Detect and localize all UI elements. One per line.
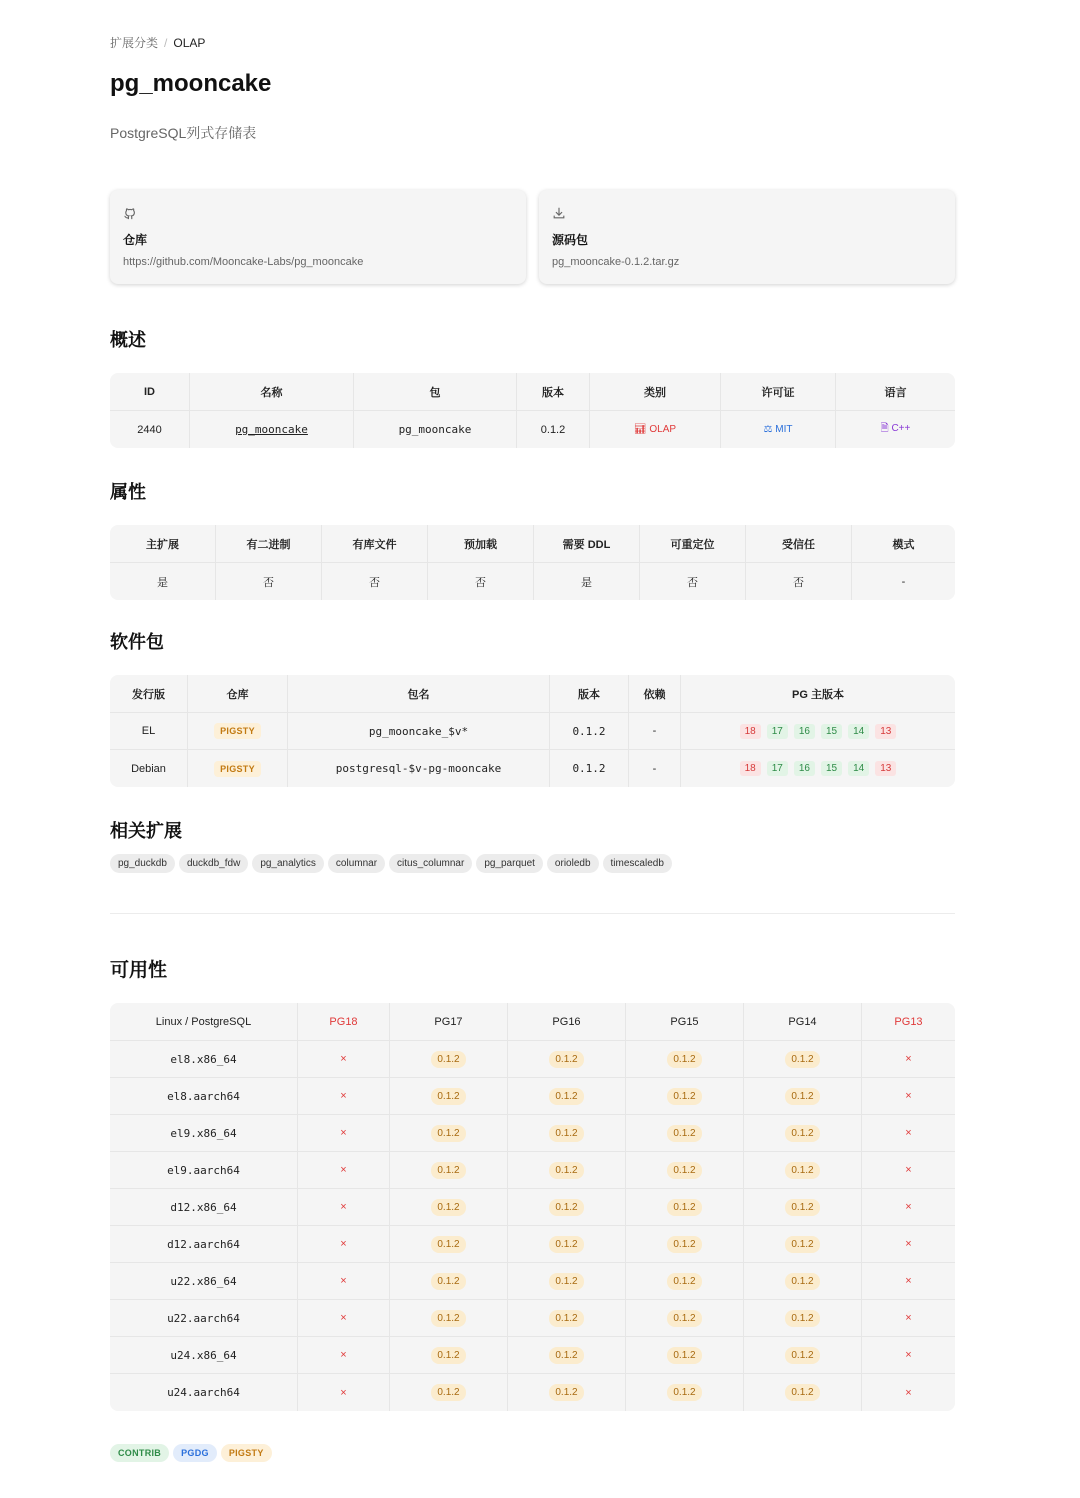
packages-heading: 软件包 bbox=[110, 632, 164, 652]
available-version-badge[interactable]: 0.1.2 bbox=[785, 1162, 819, 1179]
available-version-badge[interactable]: 0.1.2 bbox=[431, 1088, 465, 1105]
available-version-badge[interactable]: 0.1.2 bbox=[431, 1347, 465, 1364]
repo-badge[interactable]: PIGSTY bbox=[214, 723, 261, 739]
available-version-badge[interactable]: 0.1.2 bbox=[549, 1051, 583, 1068]
unavailable-x-icon: × bbox=[905, 1090, 912, 1102]
attributes-header: 受信任 bbox=[746, 525, 852, 563]
pg-version-badge[interactable]: 18 bbox=[740, 724, 761, 739]
availability-cell bbox=[626, 1115, 744, 1152]
availability-cell bbox=[508, 1152, 626, 1189]
available-version-badge[interactable]: 0.1.2 bbox=[549, 1162, 583, 1179]
overview-header-license: 许可证 bbox=[721, 373, 836, 411]
availability-cell bbox=[298, 1263, 390, 1300]
table-row bbox=[110, 1337, 955, 1374]
packages-header-pkgname: 包名 bbox=[288, 675, 550, 713]
availability-cell bbox=[744, 1189, 862, 1226]
availability-os: d12.aarch64 bbox=[110, 1226, 298, 1263]
availability-header: PG15 bbox=[626, 1003, 744, 1041]
related-extension-pill[interactable]: orioledb bbox=[547, 854, 599, 873]
source-card-title: 源码包 bbox=[552, 233, 589, 247]
available-version-badge[interactable]: 0.1.2 bbox=[431, 1199, 465, 1216]
packages-header-distro: 发行版 bbox=[110, 675, 188, 713]
availability-os: u22.aarch64 bbox=[110, 1300, 298, 1337]
unavailable-x-icon: × bbox=[905, 1312, 912, 1324]
availability-os: u24.x86_64 bbox=[110, 1337, 298, 1374]
available-version-badge[interactable]: 0.1.2 bbox=[431, 1273, 465, 1290]
available-version-badge[interactable]: 0.1.2 bbox=[785, 1236, 819, 1253]
available-version-badge[interactable]: 0.1.2 bbox=[785, 1199, 819, 1216]
availability-cell bbox=[390, 1115, 508, 1152]
category-tag[interactable] bbox=[631, 423, 679, 436]
overview-version: 0.1.2 bbox=[517, 411, 590, 448]
availability-cell bbox=[862, 1337, 955, 1374]
available-version-badge[interactable]: 0.1.2 bbox=[431, 1384, 465, 1401]
code-file-icon: 🗎︎ bbox=[880, 423, 892, 434]
availability-cell bbox=[298, 1078, 390, 1115]
related-extension-pill[interactable]: pg_analytics bbox=[252, 854, 324, 873]
package-name: pg_mooncake_$v* bbox=[288, 713, 550, 750]
attribute-value: 否 bbox=[322, 563, 428, 600]
repo-card[interactable] bbox=[110, 190, 526, 284]
availability-header: PG14 bbox=[744, 1003, 862, 1041]
pg-version-badge[interactable]: 14 bbox=[848, 761, 869, 776]
available-version-badge[interactable]: 0.1.2 bbox=[431, 1125, 465, 1142]
availability-os: el9.aarch64 bbox=[110, 1152, 298, 1189]
overview-license-cell bbox=[721, 411, 836, 448]
availability-cell bbox=[626, 1078, 744, 1115]
table-row bbox=[110, 1152, 955, 1189]
available-version-badge[interactable]: 0.1.2 bbox=[549, 1384, 583, 1401]
available-version-badge[interactable]: 0.1.2 bbox=[785, 1125, 819, 1142]
scale-icon: ⚖ bbox=[763, 424, 776, 435]
available-version-badge[interactable]: 0.1.2 bbox=[549, 1125, 583, 1142]
availability-cell bbox=[508, 1078, 626, 1115]
availability-cell bbox=[744, 1078, 862, 1115]
availability-cell bbox=[508, 1300, 626, 1337]
availability-os: el9.x86_64 bbox=[110, 1115, 298, 1152]
available-version-badge[interactable]: 0.1.2 bbox=[549, 1088, 583, 1105]
package-deps: - bbox=[629, 750, 681, 787]
unavailable-x-icon: × bbox=[905, 1164, 912, 1176]
packages-table bbox=[110, 675, 955, 787]
unavailable-x-icon: × bbox=[340, 1275, 347, 1287]
availability-cell bbox=[298, 1337, 390, 1374]
overview-name-link[interactable] bbox=[190, 411, 354, 448]
breadcrumb-current: OLAP bbox=[173, 36, 206, 50]
available-version-badge[interactable]: 0.1.2 bbox=[785, 1384, 819, 1401]
availability-cell bbox=[508, 1115, 626, 1152]
overview-table bbox=[110, 373, 955, 448]
attributes-header: 有库文件 bbox=[322, 525, 428, 563]
overview-language-cell bbox=[836, 411, 955, 448]
availability-cell bbox=[298, 1300, 390, 1337]
license-tag[interactable] bbox=[761, 423, 796, 436]
unavailable-x-icon: × bbox=[340, 1090, 347, 1102]
availability-header: PG18 bbox=[298, 1003, 390, 1041]
section-divider bbox=[110, 913, 955, 914]
available-version-badge[interactable]: 0.1.2 bbox=[549, 1347, 583, 1364]
related-extension-pill[interactable]: duckdb_fdw bbox=[179, 854, 248, 873]
language-tag[interactable] bbox=[878, 420, 914, 439]
table-row bbox=[110, 1226, 955, 1263]
repo-badges bbox=[110, 1443, 276, 1462]
github-icon bbox=[123, 206, 137, 220]
attribute-value: - bbox=[901, 575, 906, 588]
attribute-value: 否 bbox=[428, 563, 534, 600]
availability-cell bbox=[298, 1152, 390, 1189]
availability-cell bbox=[390, 1226, 508, 1263]
table-row bbox=[110, 563, 955, 600]
availability-cell bbox=[390, 1189, 508, 1226]
packages-header-pg-major: PG 主版本 bbox=[681, 675, 955, 713]
availability-cell bbox=[390, 1152, 508, 1189]
available-version-badge[interactable]: 0.1.2 bbox=[431, 1310, 465, 1327]
attribute-value: 否 bbox=[216, 563, 322, 600]
unavailable-x-icon: × bbox=[905, 1053, 912, 1065]
availability-table bbox=[110, 1003, 955, 1411]
attributes-header: 有二进制 bbox=[216, 525, 322, 563]
pg-version-badge[interactable]: 17 bbox=[767, 724, 788, 739]
repo-card-title: 仓库 bbox=[123, 233, 148, 247]
package-distro: Debian bbox=[110, 750, 188, 787]
available-version-badge[interactable]: 0.1.2 bbox=[785, 1310, 819, 1327]
overview-name-text[interactable]: pg_mooncake bbox=[235, 423, 308, 436]
pg-version-badge[interactable]: 15 bbox=[821, 761, 842, 776]
availability-cell bbox=[508, 1189, 626, 1226]
overview-header-category: 类别 bbox=[590, 373, 721, 411]
availability-cell bbox=[298, 1115, 390, 1152]
availability-cell bbox=[508, 1337, 626, 1374]
available-version-badge[interactable]: 0.1.2 bbox=[549, 1310, 583, 1327]
availability-cell bbox=[744, 1115, 862, 1152]
attribute-value: 是 bbox=[110, 563, 216, 600]
attributes-header: 主扩展 bbox=[110, 525, 216, 563]
available-version-badge[interactable]: 0.1.2 bbox=[667, 1347, 701, 1364]
unavailable-x-icon: × bbox=[340, 1238, 347, 1250]
pg-version-badge[interactable]: 16 bbox=[794, 724, 815, 739]
overview-heading: 概述 bbox=[110, 330, 146, 350]
repo-badge[interactable]: PIGSTY bbox=[214, 761, 261, 777]
availability-cell bbox=[508, 1263, 626, 1300]
availability-header: Linux / PostgreSQL bbox=[110, 1003, 298, 1041]
available-version-badge[interactable]: 0.1.2 bbox=[667, 1236, 701, 1253]
unavailable-x-icon: × bbox=[905, 1127, 912, 1139]
availability-cell bbox=[744, 1226, 862, 1263]
unavailable-x-icon: × bbox=[905, 1386, 912, 1399]
available-version-badge[interactable]: 0.1.2 bbox=[431, 1162, 465, 1179]
availability-cell bbox=[744, 1337, 862, 1374]
availability-cell bbox=[298, 1374, 390, 1411]
availability-os: d12.x86_64 bbox=[110, 1189, 298, 1226]
availability-cell bbox=[744, 1152, 862, 1189]
language-label: C++ bbox=[891, 423, 911, 434]
unavailable-x-icon: × bbox=[340, 1349, 347, 1361]
package-pg-versions bbox=[681, 713, 955, 750]
available-version-badge[interactable]: 0.1.2 bbox=[431, 1236, 465, 1253]
repo-badge[interactable]: PIGSTY bbox=[221, 1444, 272, 1462]
available-version-badge[interactable]: 0.1.2 bbox=[667, 1199, 701, 1216]
related-extension-pill[interactable]: pg_duckdb bbox=[110, 854, 175, 873]
pg-version-badge[interactable]: 13 bbox=[875, 761, 896, 776]
unavailable-x-icon: × bbox=[905, 1275, 912, 1287]
availability-cell bbox=[626, 1226, 744, 1263]
availability-cell bbox=[298, 1226, 390, 1263]
pg-version-badge[interactable]: 14 bbox=[848, 724, 869, 739]
available-version-badge[interactable]: 0.1.2 bbox=[549, 1236, 583, 1253]
pg-version-badge[interactable]: 13 bbox=[875, 724, 896, 739]
availability-os: el8.x86_64 bbox=[110, 1041, 298, 1078]
availability-os: el8.aarch64 bbox=[110, 1078, 298, 1115]
breadcrumb bbox=[110, 34, 205, 51]
license-label: MIT bbox=[775, 424, 793, 435]
availability-cell bbox=[862, 1189, 955, 1226]
table-row bbox=[110, 1078, 955, 1115]
availability-cell bbox=[862, 1263, 955, 1300]
package-repo-cell bbox=[188, 750, 288, 787]
overview-header-language: 语言 bbox=[836, 373, 955, 411]
availability-header: PG17 bbox=[390, 1003, 508, 1041]
pg-version-badge[interactable]: 17 bbox=[767, 761, 788, 776]
availability-cell bbox=[508, 1041, 626, 1078]
availability-cell bbox=[744, 1041, 862, 1078]
packages-header-version: 版本 bbox=[550, 675, 629, 713]
availability-cell bbox=[862, 1300, 955, 1337]
category-label: OLAP bbox=[649, 424, 677, 435]
availability-cell bbox=[626, 1152, 744, 1189]
unavailable-x-icon: × bbox=[340, 1201, 347, 1213]
availability-header: PG16 bbox=[508, 1003, 626, 1041]
repo-badge[interactable]: CONTRIB bbox=[110, 1444, 169, 1462]
available-version-badge[interactable]: 0.1.2 bbox=[667, 1384, 701, 1401]
related-extensions-list bbox=[110, 853, 955, 873]
availability-cell bbox=[390, 1263, 508, 1300]
availability-cell bbox=[298, 1041, 390, 1078]
availability-cell bbox=[626, 1189, 744, 1226]
table-row bbox=[110, 713, 955, 750]
availability-cell bbox=[626, 1300, 744, 1337]
package-version: 0.1.2 bbox=[550, 713, 629, 750]
table-row bbox=[110, 1115, 955, 1152]
overview-package: pg_mooncake bbox=[354, 411, 517, 448]
availability-cell bbox=[626, 1263, 744, 1300]
package-repo-cell bbox=[188, 713, 288, 750]
availability-cell bbox=[744, 1374, 862, 1411]
package-name: postgresql-$v-pg-mooncake bbox=[288, 750, 550, 787]
availability-cell bbox=[862, 1374, 955, 1411]
overview-header-name: 名称 bbox=[190, 373, 354, 411]
source-card[interactable] bbox=[539, 190, 955, 284]
repo-url[interactable]: https://github.com/Mooncake-Labs/pg_mooncake bbox=[123, 256, 364, 268]
availability-cell bbox=[862, 1041, 955, 1078]
available-version-badge[interactable]: 0.1.2 bbox=[549, 1273, 583, 1290]
availability-cell bbox=[626, 1337, 744, 1374]
attributes-header: 预加载 bbox=[428, 525, 534, 563]
table-row bbox=[110, 411, 955, 448]
packages-header-deps: 依赖 bbox=[629, 675, 681, 713]
availability-cell bbox=[298, 1189, 390, 1226]
availability-cell bbox=[508, 1226, 626, 1263]
available-version-badge[interactable]: 0.1.2 bbox=[785, 1051, 819, 1068]
available-version-badge[interactable]: 0.1.2 bbox=[667, 1162, 701, 1179]
repo-badge[interactable]: PGDG bbox=[173, 1444, 217, 1462]
breadcrumb-separator: / bbox=[164, 36, 168, 50]
overview-header-package: 包 bbox=[354, 373, 517, 411]
unavailable-x-icon: × bbox=[340, 1386, 347, 1399]
available-version-badge[interactable]: 0.1.2 bbox=[667, 1088, 701, 1105]
related-heading: 相关扩展 bbox=[110, 821, 182, 841]
attribute-value: 否 bbox=[640, 563, 746, 600]
availability-cell bbox=[390, 1300, 508, 1337]
availability-cell bbox=[390, 1374, 508, 1411]
overview-header-id: ID bbox=[110, 373, 190, 411]
breadcrumb-parent-link[interactable]: 扩展分类 bbox=[110, 36, 159, 50]
unavailable-x-icon: × bbox=[340, 1312, 347, 1324]
availability-cell bbox=[862, 1115, 955, 1152]
unavailable-x-icon: × bbox=[905, 1238, 912, 1250]
availability-header: PG13 bbox=[862, 1003, 955, 1041]
availability-cell bbox=[862, 1152, 955, 1189]
table-row bbox=[110, 1300, 955, 1337]
availability-cell bbox=[390, 1041, 508, 1078]
available-version-badge[interactable]: 0.1.2 bbox=[549, 1199, 583, 1216]
table-row bbox=[110, 1041, 955, 1078]
available-version-badge[interactable]: 0.1.2 bbox=[667, 1273, 701, 1290]
table-row bbox=[110, 750, 955, 787]
pg-version-badge[interactable]: 18 bbox=[740, 761, 761, 776]
attributes-header: 模式 bbox=[852, 525, 955, 563]
availability-cell bbox=[390, 1078, 508, 1115]
page-title: pg_mooncake bbox=[110, 70, 272, 97]
table-row bbox=[110, 1189, 955, 1226]
attributes-header: 需要 DDL bbox=[534, 525, 640, 563]
pg-version-badge[interactable]: 15 bbox=[821, 724, 842, 739]
available-version-badge[interactable]: 0.1.2 bbox=[785, 1347, 819, 1364]
package-deps: - bbox=[629, 713, 681, 750]
page-subtitle: PostgreSQL列式存储表 bbox=[110, 125, 257, 141]
availability-os: u24.aarch64 bbox=[110, 1374, 298, 1411]
available-version-badge[interactable]: 0.1.2 bbox=[667, 1310, 701, 1327]
available-version-badge[interactable]: 0.1.2 bbox=[667, 1125, 701, 1142]
availability-heading: 可用性 bbox=[110, 960, 168, 981]
package-distro: EL bbox=[110, 713, 188, 750]
attributes-table bbox=[110, 525, 955, 600]
related-extension-pill[interactable]: pg_parquet bbox=[476, 854, 543, 873]
link-cards bbox=[110, 190, 955, 284]
availability-os: u22.x86_64 bbox=[110, 1263, 298, 1300]
availability-cell bbox=[390, 1337, 508, 1374]
unavailable-x-icon: × bbox=[340, 1053, 347, 1065]
attribute-value: 否 bbox=[746, 563, 852, 600]
attributes-heading: 属性 bbox=[110, 482, 146, 502]
attributes-header: 可重定位 bbox=[640, 525, 746, 563]
availability-cell bbox=[744, 1300, 862, 1337]
overview-category-cell bbox=[590, 411, 721, 448]
related-extension-pill[interactable]: columnar bbox=[328, 854, 385, 873]
package-pg-versions bbox=[681, 750, 955, 787]
availability-cell bbox=[862, 1078, 955, 1115]
related-extension-pill[interactable]: citus_columnar bbox=[389, 854, 472, 873]
availability-cell bbox=[508, 1374, 626, 1411]
available-version-badge[interactable]: 0.1.2 bbox=[667, 1051, 701, 1068]
packages-header-repo: 仓库 bbox=[188, 675, 288, 713]
unavailable-x-icon: × bbox=[340, 1127, 347, 1139]
source-filename[interactable]: pg_mooncake-0.1.2.tar.gz bbox=[552, 256, 680, 268]
overview-header-version: 版本 bbox=[517, 373, 590, 411]
overview-id: 2440 bbox=[110, 411, 190, 448]
related-extension-pill[interactable]: timescaledb bbox=[603, 854, 672, 873]
availability-cell bbox=[626, 1041, 744, 1078]
availability-cell bbox=[744, 1263, 862, 1300]
unavailable-x-icon: × bbox=[905, 1201, 912, 1213]
table-row bbox=[110, 1263, 955, 1300]
download-icon bbox=[552, 206, 566, 220]
attribute-value: 是 bbox=[534, 563, 640, 600]
available-version-badge[interactable]: 0.1.2 bbox=[785, 1273, 819, 1290]
available-version-badge[interactable]: 0.1.2 bbox=[785, 1088, 819, 1105]
chart-icon: 📊︎ bbox=[633, 424, 650, 435]
unavailable-x-icon: × bbox=[905, 1349, 912, 1361]
table-row bbox=[110, 1374, 955, 1411]
availability-cell bbox=[862, 1226, 955, 1263]
availability-cell bbox=[626, 1374, 744, 1411]
unavailable-x-icon: × bbox=[340, 1164, 347, 1176]
package-version: 0.1.2 bbox=[550, 750, 629, 787]
available-version-badge[interactable]: 0.1.2 bbox=[431, 1051, 465, 1068]
pg-version-badge[interactable]: 16 bbox=[794, 761, 815, 776]
